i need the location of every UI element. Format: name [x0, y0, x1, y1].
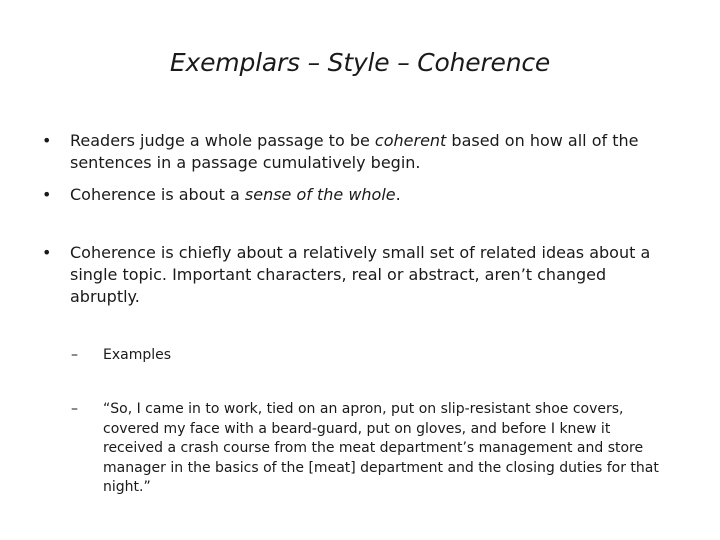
bullet-emphasis: sense of the whole [244, 185, 396, 204]
bullet-text: Readers judge a whole passage to be [70, 131, 375, 150]
bullet-text: Coherence is chiefly about a relatively small set of related ideas about a single topic. Important characters, real or abstract, aren’t changed abruptly. [70, 243, 651, 306]
bullet-item [70, 242, 670, 308]
bullet-text: . [395, 185, 401, 204]
bullet-item [70, 130, 670, 174]
bullet-emphasis: coherent [374, 131, 447, 150]
slide-title: Exemplars – Style – Coherence [169, 48, 551, 77]
sub-bullet-text: Examples [103, 347, 172, 363]
sub-bullet-item [103, 346, 668, 366]
bullet-text: based on how all of the sentences in a passage cumulatively begin. [70, 131, 639, 172]
sub-bullet-text: “So, I came in to work, tied on an apron, put on slip-resistant shoe covers, covered my face with a beard-guard, put on gloves, and before I knew it received a crash course from the meat department’s management and store manager in the basics of the [meat] department and the closing duties for that night.” [103, 401, 659, 495]
bullet-text: Coherence is about a [70, 185, 245, 204]
sub-bullet-item [103, 400, 668, 498]
bullet-item [70, 184, 670, 206]
